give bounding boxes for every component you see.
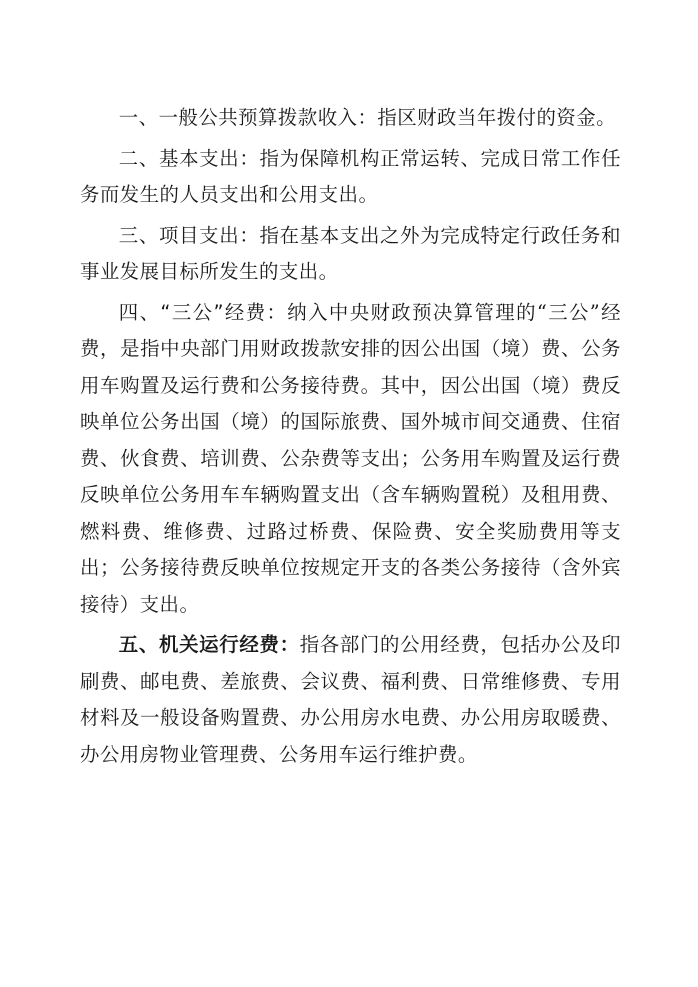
paragraph-basic-expenditure — [80, 141, 621, 214]
document-body — [80, 100, 621, 777]
definition-project-expenditure: 指在基本支出之外为完成特定行政任务和事业发展目标所发生的支出。 — [80, 223, 622, 283]
term-project-expenditure: 三、项目支出： — [118, 223, 260, 247]
term-general-budget-income: 一、一般公共预算拨款收入： — [118, 106, 378, 129]
paragraph-agency-operating-costs — [80, 627, 621, 773]
term-agency-operating-costs: 五、机关运行经费： — [118, 633, 300, 656]
definition-basic-expenditure: 指为保障机构正常运转、完成日常工作任务而发生的人员支出和公用支出。 — [80, 146, 622, 206]
definition-three-public-expenses: 纳入中央财政预决算管理的“三公”经费，是指中央部门用财政拨款安排的因公出国（境）费、公务用车购置及运行费和公务接待费。其中，因公出国（境）费反映单位公务出国（境）的国际旅费、国外城市间交通费、住宿费、伙食费、培训费、公杂费等支出；公务用车购置及运行费反映单位公务用车车辆购置支出（含车辆购置税）及租用费、燃料费、维修费、过路过桥费、保险费、安全奖励费用等支出；公务接待费反映单位按规定开支的各类公务接待（含外宾接待）支出。 — [80, 300, 622, 616]
paragraph-three-public-expenses — [80, 295, 621, 624]
paragraph-general-budget-income — [80, 100, 621, 137]
term-three-public-expenses: 四、“三公”经费： — [118, 300, 288, 324]
term-basic-expenditure: 二、基本支出： — [118, 146, 260, 170]
definition-general-budget-income: 指区财政当年拨付的资金。 — [377, 106, 617, 129]
paragraph-project-expenditure — [80, 218, 621, 291]
definition-agency-operating-costs: 指各部门的公用经费，包括办公及印刷费、邮电费、差旅费、会议费、福利费、日常维修费、专用材料及一般设备购置费、办公用房水电费、办公用房取暖费、办公用房物业管理费、公务用车运行维护费。 — [80, 633, 622, 766]
